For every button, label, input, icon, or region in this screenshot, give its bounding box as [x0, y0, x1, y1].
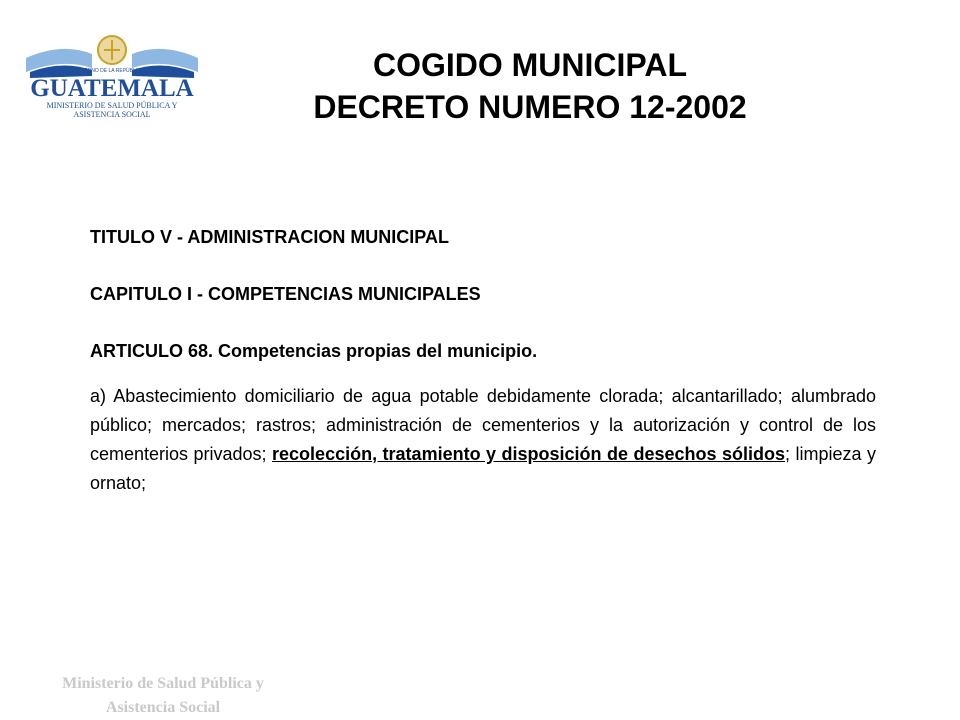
paragraph-text-before: a) Abastecimiento domiciliario de agua potable debidamente clorada; alcantarillado; alumbrado público; mercados; rastros; administración de cementerios y la autorización y control de los cementerios privados; — [90, 386, 876, 464]
article-paragraph — [90, 382, 876, 498]
logo-line2: GUATEMALA — [30, 75, 194, 102]
titulo-heading: TITULO V - ADMINISTRACION MUNICIPAL — [90, 227, 449, 247]
footer-ministry — [18, 672, 308, 720]
logo-line3: MINISTERIO DE SALUD PÚBLICA Y — [46, 101, 178, 110]
paragraph-emphasis: recolección, tratamiento y disposición de desechos sólidos — [272, 444, 786, 464]
logo-line1: GOBIERNO DE LA REPÚBLICA DE — [71, 68, 153, 74]
paragraph-text-after: ; limpieza y ornato; — [90, 444, 876, 493]
guatemala-government-logo — [22, 28, 202, 128]
footer-line-2: Asistencia Social — [105, 699, 221, 716]
page-title — [250, 44, 810, 128]
logo-emblem — [22, 28, 202, 128]
title-line-1: COGIDO MUNICIPAL — [372, 47, 688, 83]
footer-line-1: Ministerio de Salud Pública y — [62, 675, 264, 692]
document-body — [90, 222, 876, 498]
capitulo-heading: CAPITULO I - COMPETENCIAS MUNICIPALES — [90, 284, 481, 304]
logo-line4: ASISTENCIA SOCIAL — [73, 110, 151, 119]
articulo-heading: ARTICULO 68. Competencias propias del municipio. — [90, 341, 538, 361]
title-line-2: DECRETO NUMERO 12-2002 — [313, 89, 747, 125]
